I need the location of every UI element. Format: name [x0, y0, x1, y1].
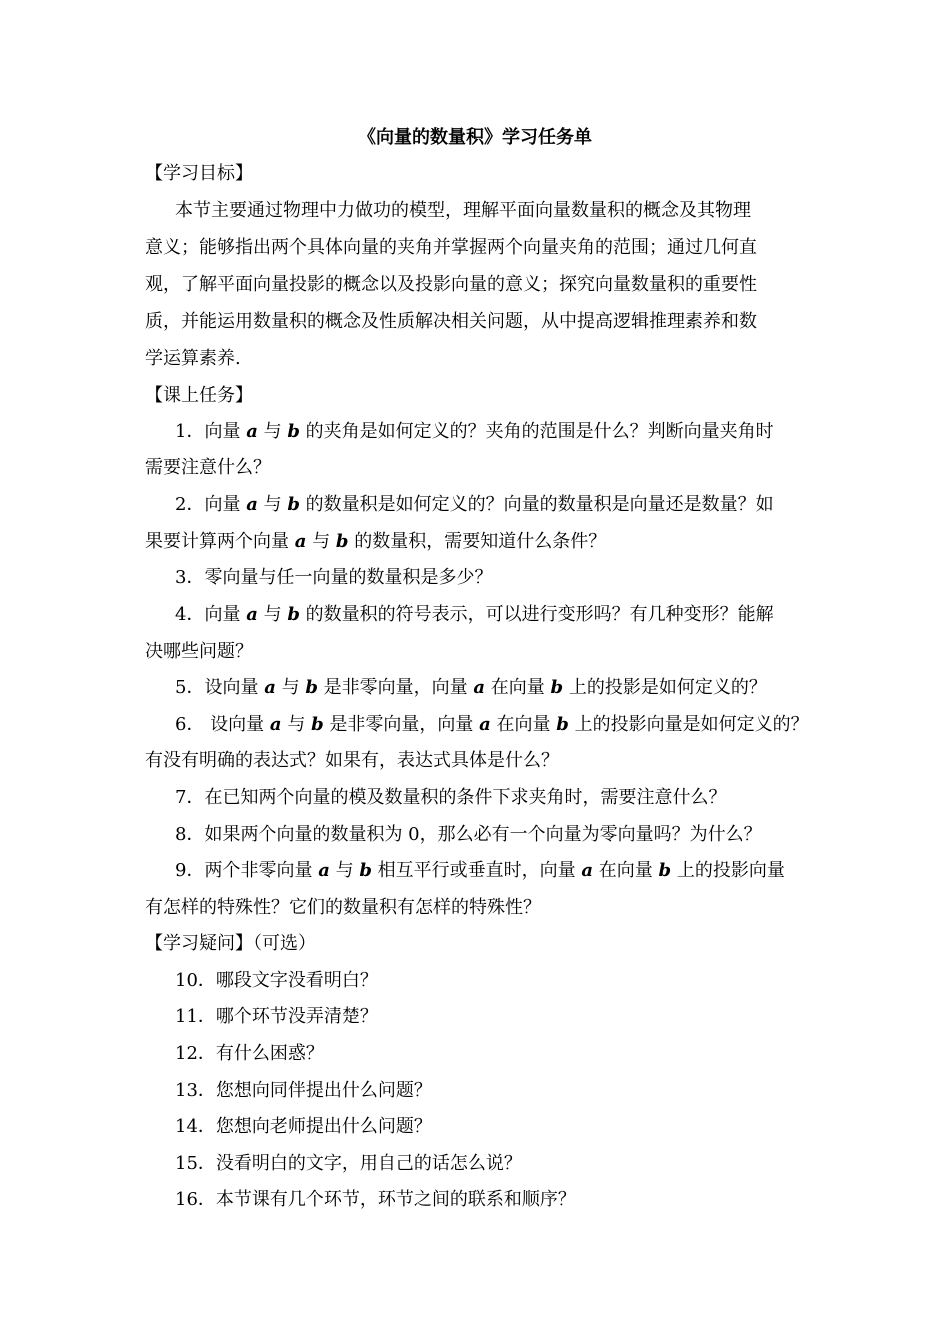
task-6-line-1: 6． 设向量 a 与 b 是非零向量，向量 a 在向量 b 上的投影向量是如何定义的？	[175, 714, 809, 735]
section-heading-questions: 【学习疑问】（可选）	[145, 933, 316, 954]
document-title: 《向量的数量积》学习任务单	[358, 127, 592, 148]
question-10: 10．哪段文字没看明白？	[175, 970, 378, 991]
vector-b: b	[550, 677, 564, 698]
task-9-line-2: 有怎样的特殊性？它们的数量积有怎样的特殊性？	[145, 897, 541, 918]
task-4-line-2: 决哪些问题？	[145, 641, 253, 662]
goals-line-1: 本节主要通过物理中力做功的模型，理解平面向量数量积的概念及其物理	[175, 200, 751, 221]
task-1-line-2: 需要注意什么？	[145, 457, 271, 478]
vector-a: a	[318, 860, 330, 881]
question-13: 13．您想向同伴提出什么问题？	[175, 1080, 432, 1101]
question-16: 16．本节课有几个环节，环节之间的联系和顺序？	[175, 1189, 576, 1210]
vector-a: a	[246, 494, 258, 515]
task-4-line-1: 4．向量 a 与 b 的数量积的符号表示，可以进行变形吗？有几种变形？能解	[175, 604, 774, 625]
vector-a: a	[246, 421, 258, 442]
vector-a: a	[294, 531, 307, 552]
task-1-line-1: 1．向量 a 与 b 的夹角是如何定义的？夹角的范围是什么？判断向量夹角时	[175, 421, 774, 442]
vector-b: b	[287, 604, 300, 625]
vector-a: a	[269, 714, 282, 735]
task-2-line-1: 2．向量 a 与 b 的数量积是如何定义的？向量的数量积是向量还是数量？如	[175, 494, 774, 515]
section-heading-tasks: 【课上任务】	[145, 385, 253, 406]
vector-b: b	[556, 714, 569, 735]
task-9-line-1: 9．两个非零向量 a 与 b 相互平行或垂直时，向量 a 在向量 b 上的投影向量	[175, 860, 785, 881]
task-3: 3．零向量与任一向量的数量积是多少？	[175, 567, 493, 588]
section-heading-goals: 【学习目标】	[145, 163, 253, 184]
task-2-line-2: 果要计算两个向量 a 与 b 的数量积，需要知道什么条件？	[145, 531, 607, 552]
task-8: 8．如果两个向量的数量积为 0，那么必有一个向量为零向量吗？为什么？	[175, 824, 762, 845]
question-11: 11．哪个环节没弄清楚？	[175, 1006, 378, 1027]
vector-b: b	[359, 860, 372, 881]
question-15: 15．没看明白的文字，用自己的话怎么说？	[175, 1153, 522, 1174]
task-7: 7．在已知两个向量的模及数量积的条件下求夹角时，需要注意什么？	[175, 787, 727, 808]
goals-line-3: 观，了解平面向量投影的概念以及投影向量的意义；探究向量数量积的重要性	[145, 274, 757, 295]
goals-line-2: 意义；能够指出两个具体向量的夹角并掌握两个向量夹角的范围；通过几何直	[145, 237, 757, 258]
vector-b: b	[311, 714, 324, 735]
vector-b: b	[287, 494, 300, 515]
goals-line-4: 质，并能运用数量积的概念及性质解决相关问题，从中提高逻辑推理素养和数	[145, 311, 757, 332]
vector-a: a	[473, 677, 486, 698]
task-6-line-2: 有没有明确的表达式？如果有，表达式具体是什么？	[145, 750, 559, 771]
question-14: 14．您想向老师提出什么问题？	[175, 1116, 432, 1137]
vector-a: a	[581, 860, 594, 881]
vector-a: a	[246, 604, 258, 625]
vector-a: a	[479, 714, 491, 735]
vector-b: b	[658, 860, 672, 881]
vector-b: b	[305, 677, 318, 698]
vector-b: b	[335, 531, 349, 552]
goals-line-5: 学运算素养.	[145, 348, 241, 369]
task-5: 5．设向量 a 与 b 是非零向量，向量 a 在向量 b 上的投影是如何定义的？	[175, 677, 767, 698]
vector-b: b	[287, 421, 300, 442]
vector-a: a	[264, 677, 276, 698]
question-12: 12．有什么困惑？	[175, 1043, 324, 1064]
